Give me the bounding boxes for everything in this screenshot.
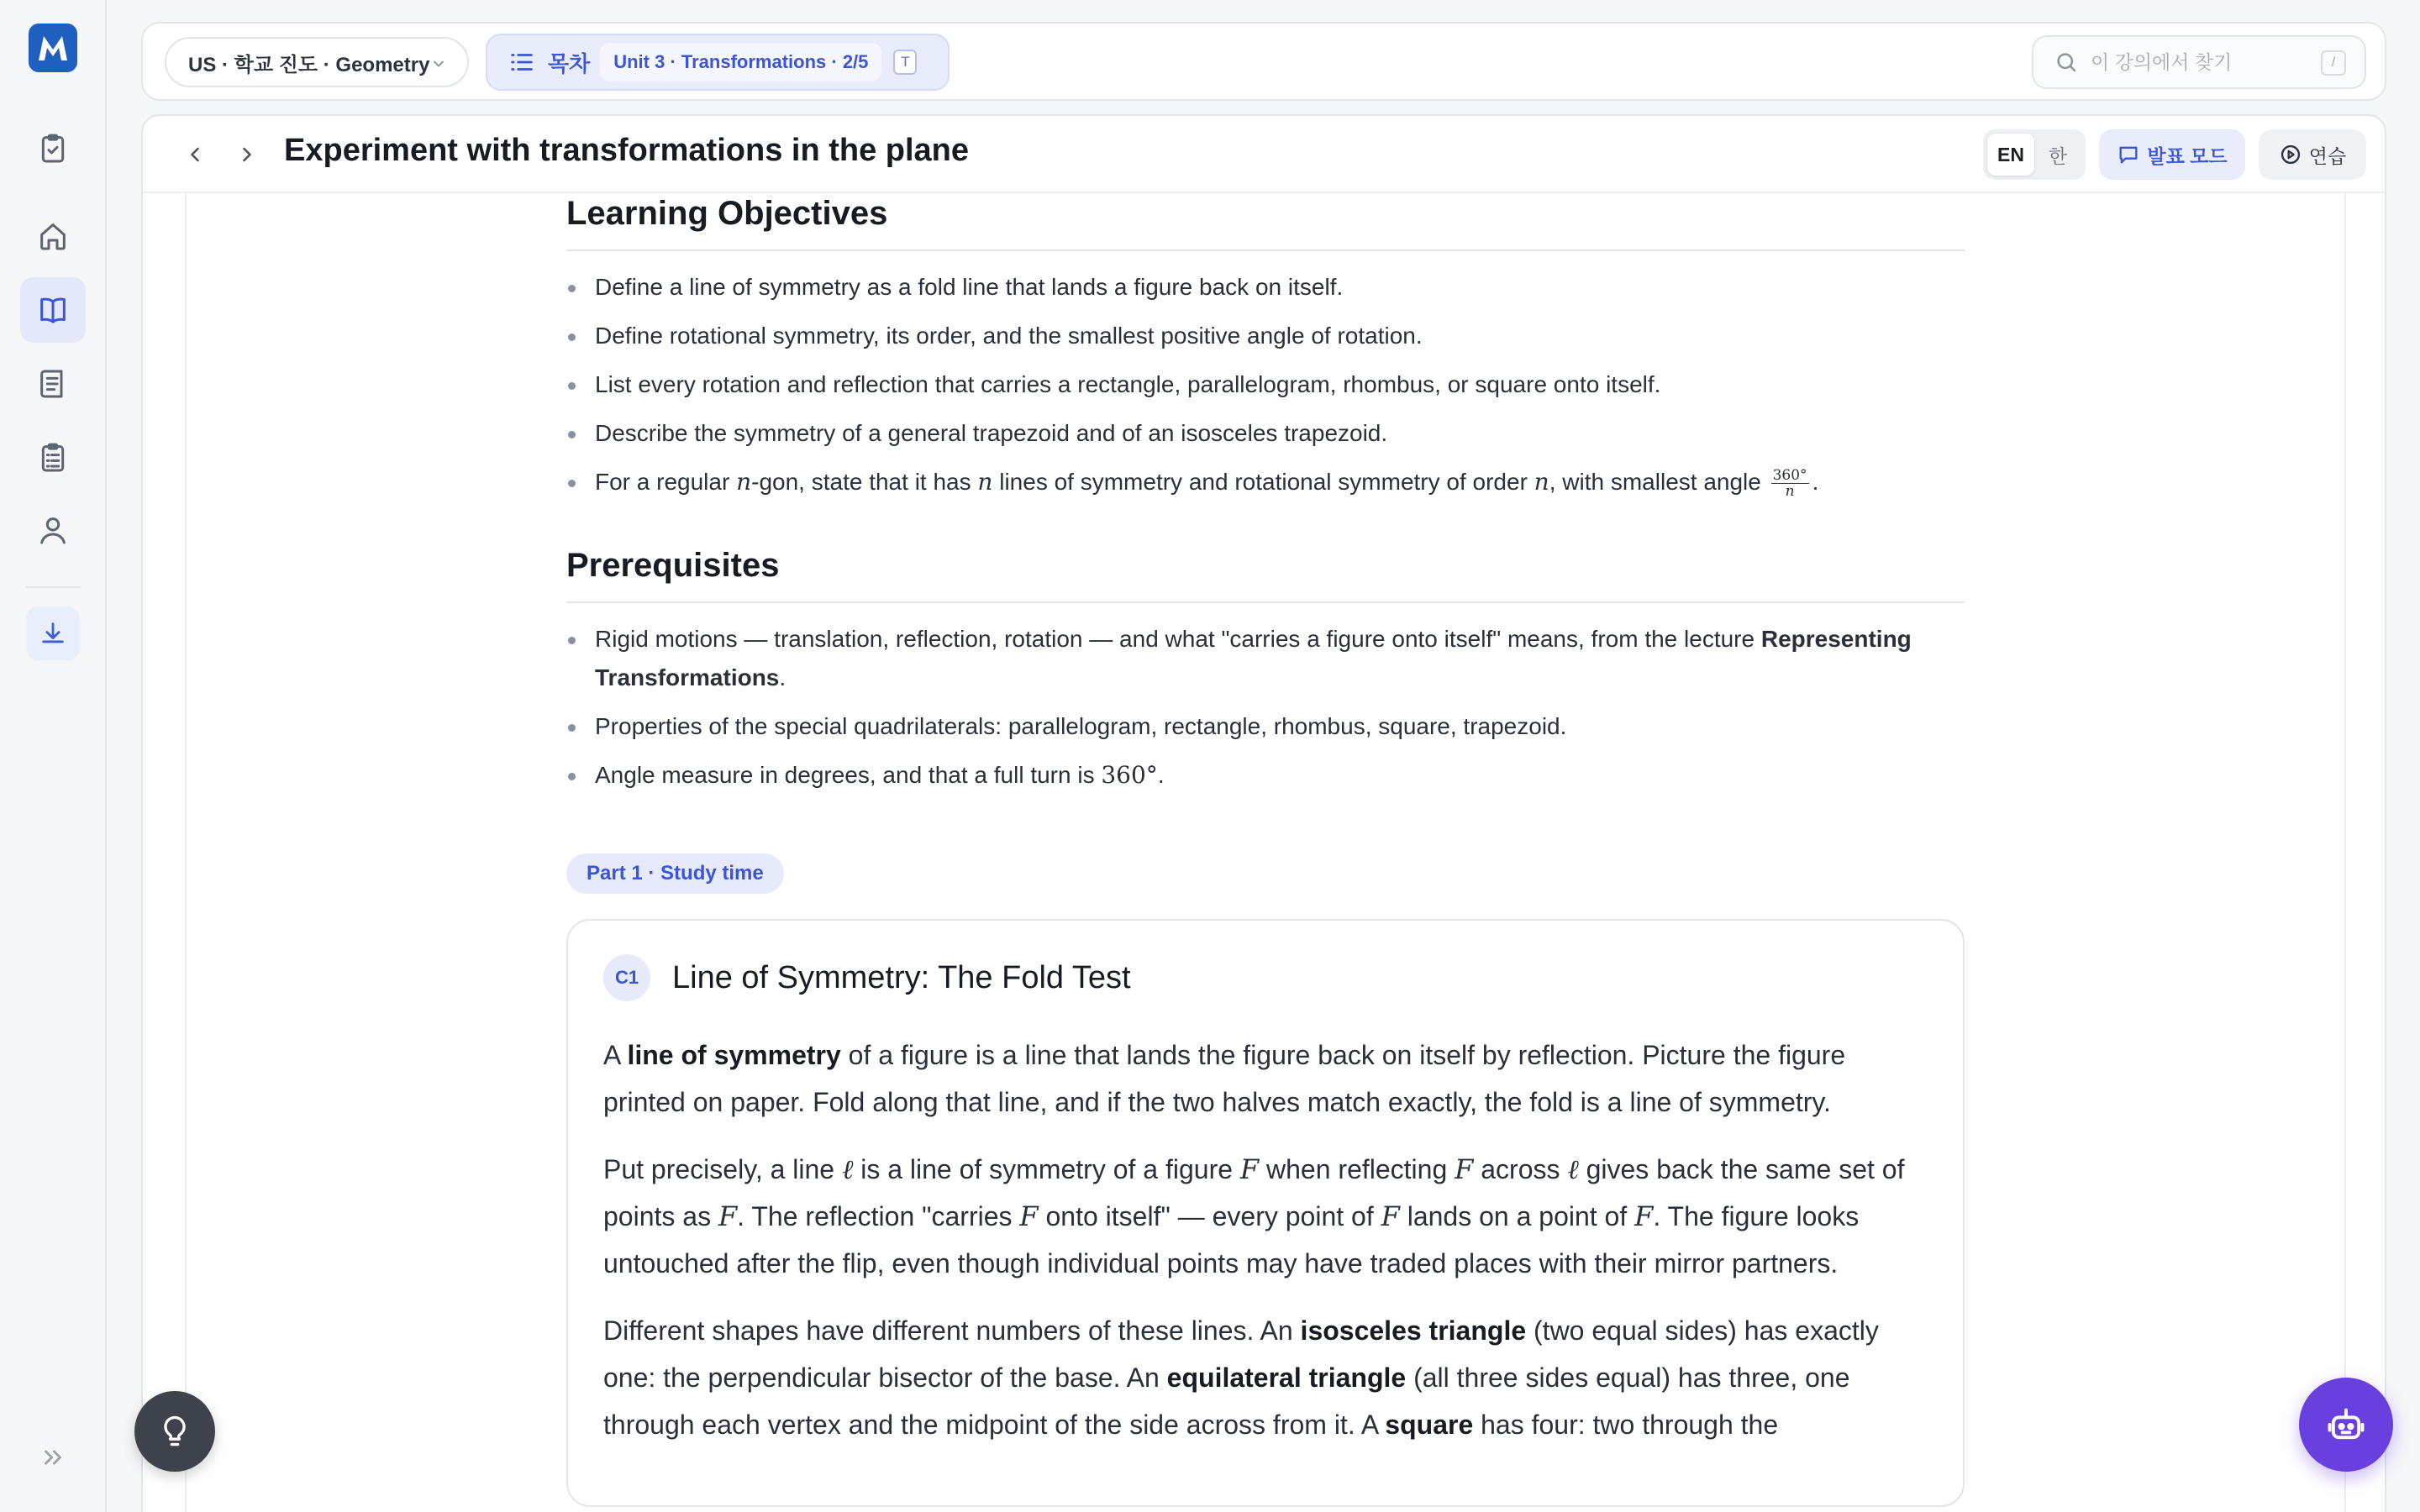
term-isosceles-triangle: isosceles triangle <box>1300 1315 1527 1346</box>
term-square: square <box>1385 1410 1474 1440</box>
ngon-text-b: -gon, state that it has <box>751 469 978 495</box>
toc-unit-progress: Unit 3 · Transformations · 2/5 <box>600 43 881 81</box>
list-item: Properties of the special quadrilaterals: parallelogram, rectangle, rhombus, square, trapezoid. <box>566 707 1965 746</box>
concept-card-header <box>603 954 1928 1001</box>
concept-card <box>566 919 1965 1507</box>
lesson-header <box>143 116 2385 193</box>
toc-label: 목차 <box>548 50 591 76</box>
course-select-label: US · 학교 진도 · Geometry <box>188 53 430 76</box>
list-icon <box>508 48 536 76</box>
prereq-3-end: . <box>1157 762 1165 788</box>
math-f: F <box>1239 1153 1260 1185</box>
text: Different shapes have different numbers of these lines. An <box>603 1315 1301 1346</box>
card-paragraph-3 <box>603 1307 1928 1448</box>
practice-button[interactable] <box>2259 129 2366 180</box>
language-toggle <box>1983 129 2086 180</box>
rail-home-button[interactable] <box>20 203 86 269</box>
rail-download-button[interactable] <box>26 606 80 660</box>
math-n: n <box>736 468 752 496</box>
chevron-right-icon <box>235 143 259 166</box>
math-n: n <box>1534 468 1549 496</box>
concept-number-badge: C1 <box>603 954 650 1001</box>
download-icon <box>39 619 67 648</box>
chevron-left-icon <box>183 143 207 166</box>
fraction-denominator: n <box>1785 483 1795 501</box>
home-icon <box>36 219 70 253</box>
practice-label: 연습 <box>2308 144 2347 167</box>
ngon-text-c: lines of symmetry and rotational symmetry of order <box>992 469 1534 495</box>
math-ell: ℓ <box>1567 1153 1579 1185</box>
rail-divider <box>25 586 81 588</box>
robot-icon <box>2324 1403 2368 1446</box>
angle-fraction <box>1771 468 1809 499</box>
rail-assignments-button[interactable] <box>20 116 86 181</box>
ai-assistant-button[interactable] <box>2299 1378 2393 1472</box>
part-badge: Part 1 · Study time <box>566 853 784 894</box>
math-360: 360° <box>1101 761 1158 789</box>
text: across <box>1473 1154 1568 1184</box>
list-item <box>566 463 1965 501</box>
card-paragraph-1 <box>603 1032 1928 1126</box>
ngon-text-a: For a regular <box>595 469 737 495</box>
text: . The figure looks untouched after the flip, even though individual points may have traded places with their mirror partners. <box>603 1201 1860 1278</box>
chevron-down-icon <box>430 55 447 72</box>
lang-en-option[interactable]: EN <box>1987 134 2034 176</box>
presentation-icon <box>2117 143 2140 166</box>
objectives-list <box>566 268 1965 501</box>
list-item <box>566 620 1965 697</box>
math-n: n <box>977 468 993 496</box>
list-item: Describe the symmetry of a general trapezoid and of an isosceles trapezoid. <box>566 414 1965 453</box>
prereq-3-text: Angle measure in degrees, and that a full turn is <box>595 762 1102 788</box>
prereq-1-end: . <box>779 664 786 690</box>
list-item: Define rotational symmetry, its order, and the smallest positive angle of rotation. <box>566 317 1965 355</box>
next-lesson-button[interactable] <box>230 138 264 171</box>
text: . The reflection "carries <box>737 1201 1020 1231</box>
lesson-content <box>566 195 1965 1507</box>
prereq-lecture-link[interactable]: Representing Transformations <box>595 626 1912 690</box>
lesson-panel <box>141 114 2386 1512</box>
prerequisites-heading: Prerequisites <box>566 547 1965 603</box>
course-select[interactable] <box>165 37 469 87</box>
hint-button[interactable] <box>134 1391 215 1472</box>
rail-checklist-button[interactable] <box>20 425 86 491</box>
clipboard-check-icon <box>36 132 70 165</box>
presentation-mode-label: 발표 모드 <box>2147 144 2228 167</box>
checklist-icon <box>36 441 70 475</box>
objectives-heading: Learning Objectives <box>566 195 1965 251</box>
expand-sidebar-icon[interactable] <box>39 1443 67 1472</box>
table-of-contents-button[interactable] <box>486 34 950 91</box>
prerequisites-list <box>566 620 1965 795</box>
math-f: F <box>1381 1200 1400 1232</box>
list-item <box>566 756 1965 795</box>
text: (two equal sides) has exactly one: the perpendicular bisector of the base. An <box>603 1315 1879 1393</box>
prereq-1-text: Rigid motions — translation, reflection, rotation — and what "carries a figure onto itself" means, from the lecture <box>595 626 1761 652</box>
text: is a line of symmetry of a figure <box>853 1154 1240 1184</box>
user-icon <box>36 513 70 547</box>
concept-card-title: Line of Symmetry: The Fold Test <box>672 959 1131 995</box>
math-f: F <box>1634 1200 1654 1232</box>
text: has four: two through the <box>1473 1410 1779 1440</box>
search-shortcut-key: / <box>2321 50 2346 76</box>
text: of a figure is a line that lands the figure back on itself by reflection. Picture the figure printed on paper. Fold along that line, and if the two halves match exactly, the fold is a line of symmetry. <box>603 1040 1846 1117</box>
math-ell: ℓ <box>841 1153 854 1185</box>
open-book-icon <box>36 293 70 327</box>
term-equilateral-triangle: equilateral triangle <box>1166 1362 1407 1393</box>
math-f: F <box>718 1200 738 1232</box>
search-icon <box>2054 50 2079 75</box>
math-f: F <box>1019 1200 1039 1232</box>
list-item: Define a line of symmetry as a fold line that lands a figure back on itself. <box>566 268 1965 307</box>
toc-shortcut-key: T <box>893 50 917 75</box>
search-input[interactable] <box>2091 51 2309 74</box>
prev-lesson-button[interactable] <box>178 138 212 171</box>
text: when reflecting <box>1259 1154 1455 1184</box>
rail-textbook-button[interactable] <box>20 351 86 417</box>
book-icon <box>36 367 70 401</box>
text: lands on a point of <box>1399 1201 1635 1231</box>
card-paragraph-2 <box>603 1146 1928 1287</box>
text: (all three sides equal) has three, one through each vertex and the midpoint of the side across from it. A <box>603 1362 1850 1440</box>
text: onto itself" — every point of <box>1038 1201 1381 1231</box>
lightbulb-icon <box>156 1413 193 1450</box>
rail-profile-button[interactable] <box>20 497 86 563</box>
app-logo[interactable] <box>29 24 77 72</box>
text: Put precisely, a line <box>603 1154 842 1184</box>
fraction-numerator: 360° <box>1772 467 1807 485</box>
math-f: F <box>1455 1153 1474 1185</box>
text: gives back the same set of points as <box>603 1154 1905 1231</box>
lesson-title: Experiment with transformations in the plane <box>284 133 970 168</box>
ngon-text-d: , with smallest angle <box>1549 469 1768 495</box>
lang-ko-option[interactable]: 한 <box>2048 144 2068 167</box>
lecture-search <box>2032 35 2366 89</box>
presentation-mode-button[interactable] <box>2099 129 2245 180</box>
top-bar <box>141 22 2386 101</box>
ngon-text-e: . <box>1812 469 1819 495</box>
play-circle-icon <box>2279 143 2302 166</box>
list-item: List every rotation and reflection that carries a rectangle, parallelogram, rhombus, or square onto itself. <box>566 365 1965 404</box>
left-rail <box>0 0 107 1512</box>
term-line-of-symmetry: line of symmetry <box>627 1040 841 1070</box>
text: A <box>603 1040 628 1070</box>
logo-m-icon <box>36 33 70 63</box>
rail-lessons-button[interactable] <box>20 277 86 343</box>
